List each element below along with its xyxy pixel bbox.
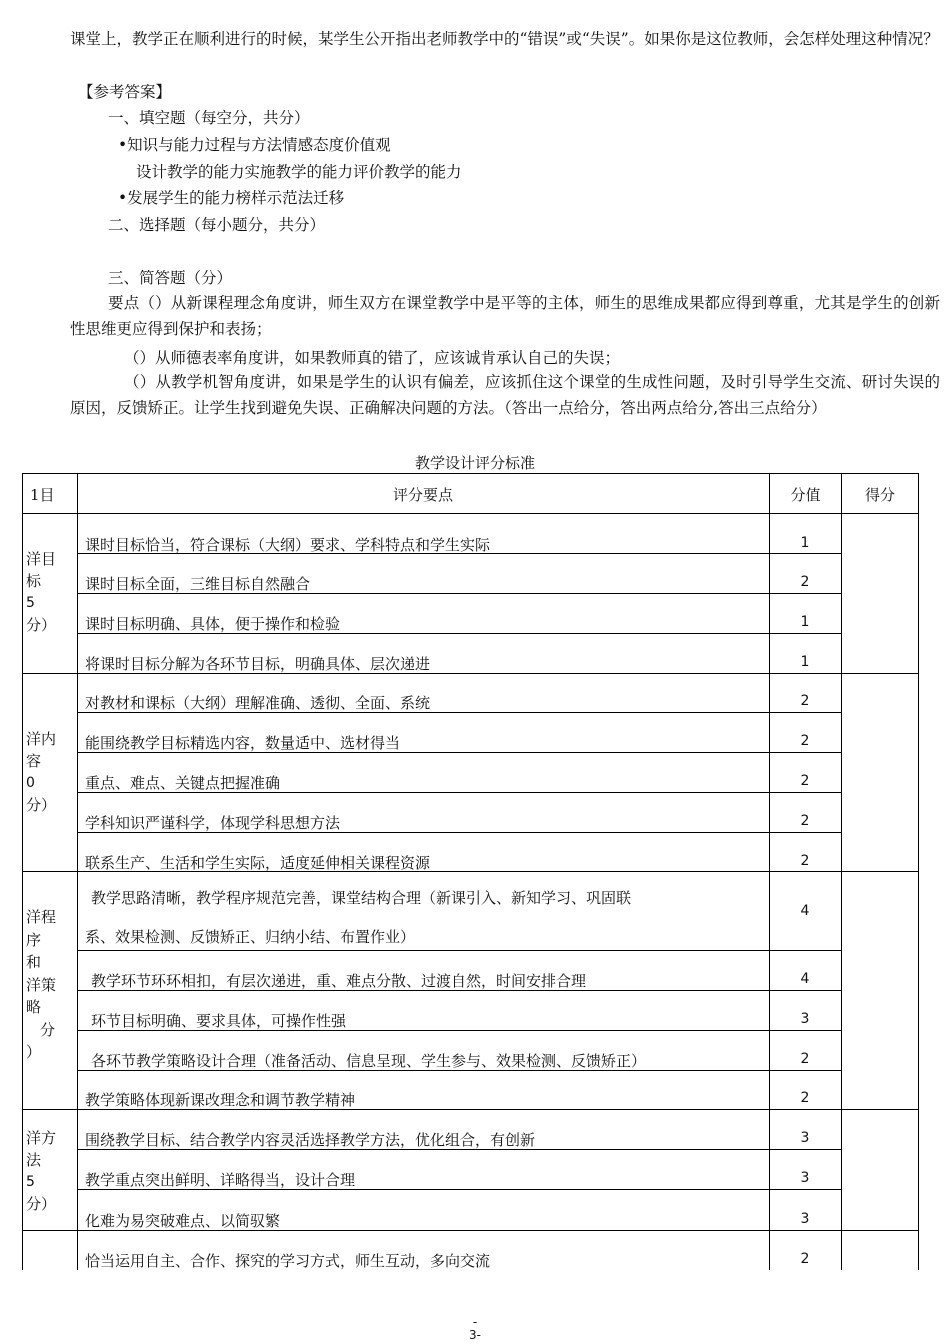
- category-content: 洋内 容 0 分）: [26, 730, 57, 814]
- header-points: 评分要点: [392, 486, 453, 504]
- table-row: 课时目标明确、具体，便于操作和检验: [85, 615, 341, 633]
- table-row: 能围绕教学目标精选内容，数量适中、选材得当: [85, 734, 401, 752]
- question-text: 课堂上，教学正在顺利进行的时候，某学生公开指出老师教学中的“错误”或“失误”。如果你是这位教师，会怎样处理这种情况？: [70, 30, 939, 48]
- table-row: 各环节教学策略设计合理（准备活动、信息呈现、学生参与、效果检测、反馈矫正）: [91, 1052, 647, 1070]
- table-row: 对教材和课标（大纲）理解准确、透彻、全面、系统: [85, 694, 431, 712]
- row-score: 1: [800, 654, 810, 670]
- category-method: 洋方 法 5 分）: [26, 1129, 57, 1213]
- choice-title: 二、选择题（每小题分，共分）: [108, 216, 326, 234]
- category-goal: 洋目 标 5 分）: [26, 550, 57, 634]
- short-title: 三、简答题（分）: [108, 269, 233, 287]
- row-score: 2: [800, 574, 810, 590]
- table-row: 教学重点突出鲜明、详略得当，设计合理: [85, 1171, 356, 1189]
- row-score: 2: [800, 693, 810, 709]
- table-row: 教学思路清晰，教学程序规范完善，课堂结构合理（新课引入、新知学习、巩固联: [91, 889, 632, 907]
- page-number: 3-: [469, 1328, 481, 1342]
- row-score: 2: [800, 813, 810, 829]
- table-row: 环节目标明确、要求具体，可操作性强: [91, 1012, 347, 1030]
- table-row: 围绕教学目标、结合教学内容灵活选择教学方法，优化组合，有创新: [85, 1131, 536, 1149]
- table-row: 将课时目标分解为各环节目标，明确具体、层次递进: [85, 655, 431, 673]
- table-title: 教学设计评分标准: [414, 454, 535, 472]
- table-row: 学科知识严谨科学，体现学科思想方法: [85, 814, 341, 832]
- row-score: 2: [800, 733, 810, 749]
- answer-heading: 【参考答案】: [78, 83, 172, 101]
- short-point-2: （）从师德表率角度讲，如果教师真的错了，应该诚肯承认自己的失误；: [124, 349, 621, 367]
- header-got: 得分: [864, 486, 895, 504]
- category-procedure: 洋程 序 和 洋策 略 分 ）: [26, 908, 57, 1061]
- row-score: 2: [800, 853, 810, 869]
- header-value: 分值: [790, 486, 821, 504]
- row-score: 2: [800, 1051, 810, 1067]
- table-row: 课时目标全面，三维目标自然融合: [85, 575, 311, 593]
- page-dash: -: [472, 1315, 478, 1329]
- table-row: 教学策略体现新课改理念和调节教学精神: [85, 1091, 356, 1109]
- row-score: 1: [800, 614, 810, 630]
- row-score: 3: [800, 1170, 810, 1186]
- table-row-continued: 系、效果检测、反馈矫正、归纳小结、布置作业）: [85, 928, 416, 946]
- table-row: 课时目标恰当，符合课标（大纲）要求、学科特点和学生实际: [85, 536, 491, 554]
- table-row: 教学环节环环相扣，有层次递进，重、难点分散、过渡自然，时间安排合理: [91, 972, 587, 990]
- header-item: 1目: [30, 486, 55, 504]
- row-score: 4: [800, 903, 810, 919]
- short-point-1: 要点（）从新课程理念角度讲，师生双方在课堂教学中是平等的主体，师生的思维成果都应得到尊重，尤其是学生的创新性思维更应得到保护和表扬；: [70, 294, 940, 338]
- table-row: 重点、难点、关键点把握准确: [85, 774, 281, 792]
- row-score: 2: [800, 1251, 810, 1267]
- fill-line-2: 设计教学的能力实施教学的能力评价教学的能力: [136, 163, 462, 181]
- row-score: 2: [800, 773, 810, 789]
- row-score: 2: [800, 1090, 810, 1106]
- table-row: 化难为易突破难点、以简驭繁: [85, 1212, 281, 1230]
- fill-title: 一、填空题（每空分，共分）: [108, 109, 310, 127]
- table-row: 恰当运用自主、合作、探究的学习方式，师生互动，多向交流: [85, 1252, 491, 1270]
- fill-line-1: •知识与能力过程与方法情感态度价值观: [118, 136, 391, 154]
- table-row: 联系生产、生活和学生实际，适度延伸相关课程资源: [85, 854, 431, 872]
- fill-line-3: •发展学生的能力榜样示范法迁移: [118, 189, 345, 207]
- row-score: 1: [800, 535, 810, 551]
- short-point-3: （）从教学机智角度讲，如果是学生的认识有偏差，应该抓住这个课堂的生成性问题，及时引导学生交流、研讨失误的原因，反馈矫正。让学生找到避免失误、正确解决问题的方法。（答出一点给分，答出两点给分,答出三点给分）: [70, 373, 940, 417]
- row-score: 4: [800, 971, 810, 987]
- row-score: 3: [800, 1211, 810, 1227]
- row-score: 3: [800, 1011, 810, 1027]
- row-score: 3: [800, 1130, 810, 1146]
